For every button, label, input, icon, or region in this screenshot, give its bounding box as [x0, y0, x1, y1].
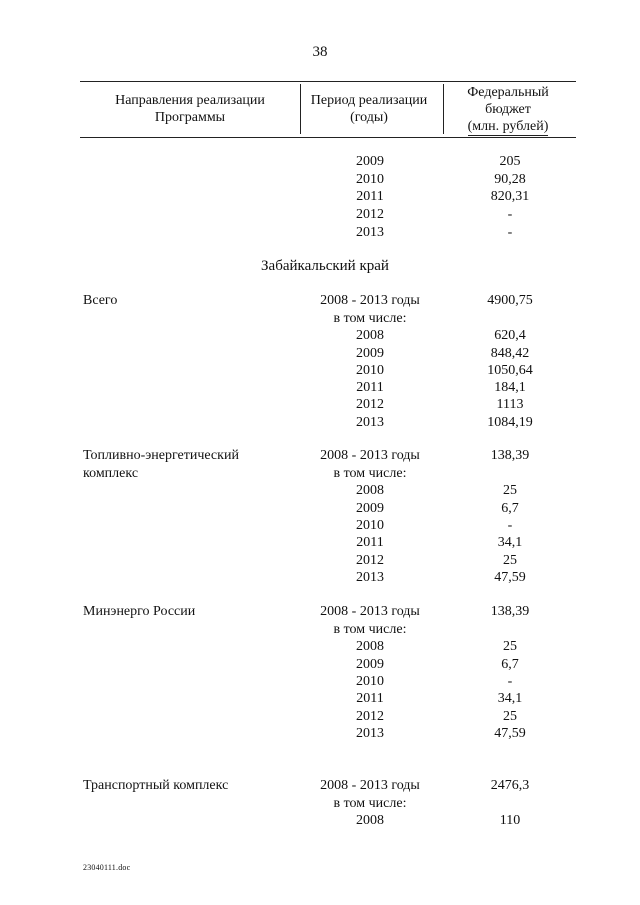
row-label: Транспортный комплекс [83, 778, 229, 793]
table-row [0, 673, 640, 690]
table-row [0, 465, 640, 482]
row-period: 2013 [356, 225, 384, 240]
row-period: 2013 [356, 570, 384, 585]
table-row [0, 327, 640, 344]
table-row [0, 552, 640, 569]
header-line: (млн. рублей) [467, 119, 549, 134]
table-row [0, 206, 640, 223]
header-federal-budget [446, 84, 570, 136]
header-line: (годы) [350, 110, 388, 125]
row-budget: 620,4 [494, 328, 526, 343]
header-line: Федеральный [467, 85, 549, 100]
footer-file-code: 23040111.doc [83, 863, 131, 872]
table-top-rule [80, 81, 576, 82]
row-budget: 138,39 [490, 448, 530, 463]
table-row [0, 795, 640, 812]
table-row [0, 690, 640, 707]
table-row [0, 569, 640, 586]
row-period: в том числе: [333, 311, 407, 326]
row-period: 2010 [356, 674, 384, 689]
row-period: в том числе: [333, 622, 407, 637]
header-line: Период реализации [310, 93, 428, 108]
row-budget: 138,39 [490, 604, 530, 619]
table-row [0, 534, 640, 551]
row-period: 2008 [356, 328, 384, 343]
row-budget: - [507, 225, 513, 240]
row-budget: - [507, 207, 513, 222]
row-period: 2009 [356, 346, 384, 361]
row-budget: 184,1 [494, 380, 526, 395]
row-period: 2013 [356, 415, 384, 430]
table-row [0, 777, 640, 794]
row-budget: 848,42 [490, 346, 530, 361]
row-budget: 820,31 [490, 189, 530, 204]
row-budget: 25 [503, 639, 517, 654]
row-period: в том числе: [333, 466, 407, 481]
row-label: Минэнерго России [83, 604, 196, 619]
table-row [0, 812, 640, 829]
row-budget: 110 [499, 813, 521, 828]
header-line: Программы [154, 110, 226, 125]
row-period: 2013 [356, 726, 384, 741]
row-budget: 6,7 [501, 657, 519, 672]
table-header-rule [80, 137, 576, 138]
table-row [0, 638, 640, 655]
row-period: 2012 [356, 207, 384, 222]
table-row [0, 171, 640, 188]
row-period: 2008 [356, 813, 384, 828]
page-number: 38 [312, 44, 328, 60]
row-period: 2008 [356, 483, 384, 498]
table-row [0, 310, 640, 327]
row-period: 2012 [356, 397, 384, 412]
row-period: 2008 - 2013 годы [320, 293, 420, 308]
row-period: 2009 [356, 154, 384, 169]
row-period: 2010 [356, 363, 384, 378]
table-row [0, 362, 640, 379]
table-row [0, 379, 640, 396]
row-budget: 34,1 [497, 535, 523, 550]
row-period: 2008 - 2013 годы [320, 778, 420, 793]
row-period: 2008 [356, 639, 384, 654]
row-period: 2009 [356, 501, 384, 516]
table-row [0, 500, 640, 517]
table-row [0, 396, 640, 413]
row-budget: 1084,19 [487, 415, 533, 430]
row-budget: 2476,3 [490, 778, 530, 793]
row-budget: 4900,75 [487, 293, 533, 308]
table-row [0, 603, 640, 620]
row-label: комплекс [83, 466, 139, 481]
table-row [0, 224, 640, 241]
row-budget: - [507, 674, 513, 689]
table-row [0, 292, 640, 309]
row-budget: 25 [503, 483, 517, 498]
table-row [0, 708, 640, 725]
header-period [294, 92, 444, 126]
row-period: 2010 [356, 518, 384, 533]
header-directions [90, 92, 290, 126]
row-period: 2008 - 2013 годы [320, 604, 420, 619]
row-period: в том числе: [333, 796, 407, 811]
row-period: 2012 [356, 553, 384, 568]
row-budget: 6,7 [501, 501, 519, 516]
row-label: Всего [83, 293, 118, 308]
row-period: 2012 [356, 709, 384, 724]
row-period: 2011 [356, 691, 384, 706]
table-row [0, 153, 640, 170]
table-row [0, 482, 640, 499]
row-budget: 25 [503, 709, 517, 724]
row-budget: 47,59 [494, 570, 526, 585]
row-period: 2009 [356, 657, 384, 672]
row-budget: 1050,64 [487, 363, 533, 378]
row-budget: 34,1 [497, 691, 523, 706]
row-period: 2010 [356, 172, 384, 187]
row-budget: 90,28 [494, 172, 526, 187]
row-period: 2011 [356, 535, 384, 550]
row-budget: 47,59 [494, 726, 526, 741]
table-row [0, 621, 640, 638]
region-title: Забайкальский край [261, 258, 389, 274]
row-period: 2011 [356, 380, 384, 395]
row-budget: 1113 [496, 397, 524, 412]
table-row [0, 188, 640, 205]
table-row [0, 517, 640, 534]
row-period: 2011 [356, 189, 384, 204]
row-label: Топливно-энергетический [83, 448, 239, 463]
table-row [0, 447, 640, 464]
header-line: бюджет [485, 102, 531, 117]
row-period: 2008 - 2013 годы [320, 448, 420, 463]
row-budget: - [507, 518, 513, 533]
header-line: Направления реализации [115, 93, 265, 108]
table-row [0, 725, 640, 742]
row-budget: 205 [499, 154, 521, 169]
table-row [0, 656, 640, 673]
row-budget: 25 [503, 553, 517, 568]
table-row [0, 345, 640, 362]
table-row [0, 414, 640, 431]
